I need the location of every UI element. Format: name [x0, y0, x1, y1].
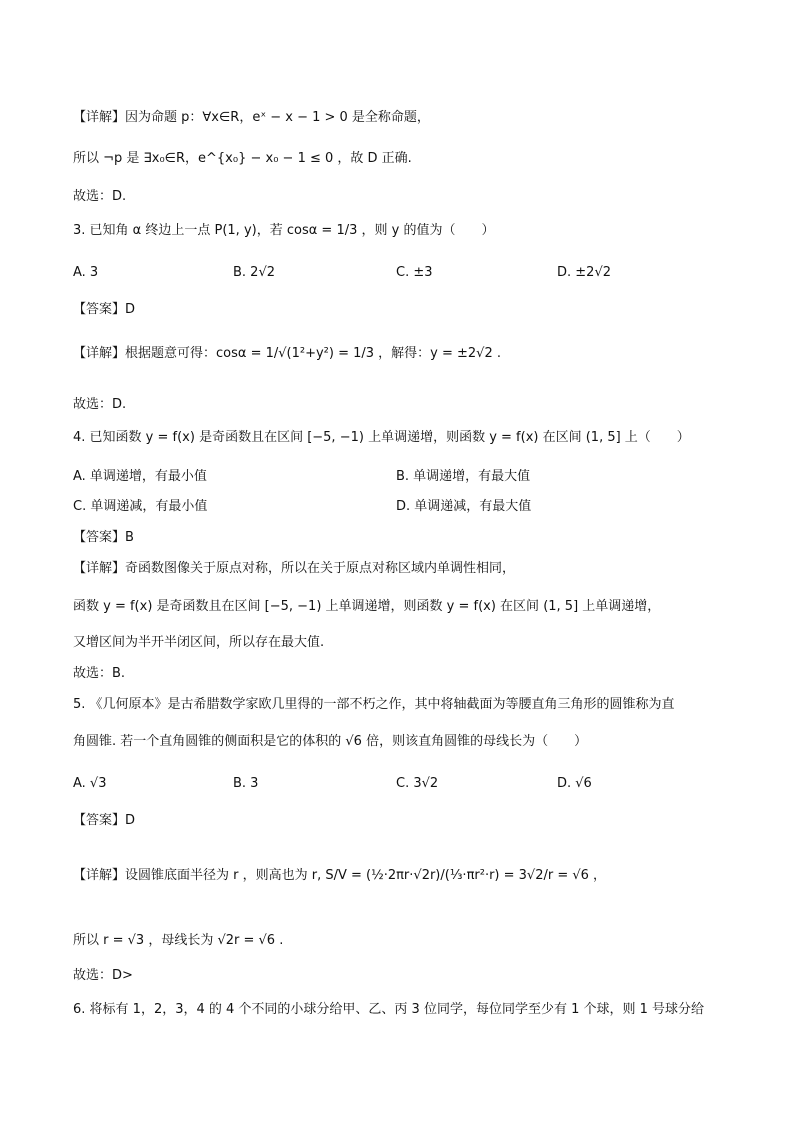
q3-option-b: B. 2√2	[233, 265, 276, 280]
q4-option-b: B. 单调递增，有最大值	[396, 469, 531, 484]
q4-detail-1: 【详解】奇函数图像关于原点对称，所以在关于原点对称区域内单调性相同，	[73, 561, 516, 576]
q4-option-a: A. 单调递增，有最小值	[73, 469, 207, 484]
question-6-stem: 6. 将标有 1，2，3，4 的 4 个不同的小球分给甲、乙、丙 3 位同学，每位同学至少有 1 个球，则 1 号球分给	[73, 1002, 705, 1017]
q5-detail: 【详解】设圆锥底面半径为 r ，则高也为 r, S/V = (½·2πr·√2r)/(⅓·πr²·r) = 3√2/r = √6 ，	[73, 868, 607, 883]
q3-option-d: D. ±2√2	[557, 265, 611, 280]
question-4-stem: 4. 已知函数 y = f(x) 是奇函数且在区间 [−5, −1) 上单调递增，则函数 y = f(x) 在区间 (1, 5] 上（ ）	[73, 430, 690, 445]
q4-option-d: D. 单调递减，有最大值	[396, 499, 532, 514]
q3-answer: 【答案】D	[73, 302, 136, 317]
q5-option-d: D. √6	[557, 776, 592, 791]
q3-detail: 【详解】根据题意可得：cosα = 1/√(1²+y²) = 1/3 ，解得：y = ±2√2 .	[73, 346, 502, 361]
q5-option-a: A. √3	[73, 776, 107, 791]
q4-selection: 故选：B.	[73, 666, 126, 681]
detail-line-p-universal: 【详解】因为命题 p：∀x∈R，eˣ − x − 1 > 0 是全称命题，	[73, 110, 430, 125]
question-3-stem: 3. 已知角 α 终边上一点 P(1, y)，若 cosα = 1/3 ，则 y 的值为（ ）	[73, 223, 495, 238]
q3-option-c: C. ±3	[396, 265, 433, 280]
q5-answer: 【答案】D	[73, 813, 136, 828]
q4-option-c: C. 单调递减，有最小值	[73, 499, 208, 514]
q5-option-c: C. 3√2	[396, 776, 439, 791]
q4-detail-3: 又增区间为半开半闭区间，所以存在最大值.	[73, 635, 325, 650]
q5-option-b: B. 3	[233, 776, 259, 791]
question-5-stem-1: 5. 《几何原本》是古希腊数学家欧几里得的一部不朽之作，其中将轴截面为等腰直角三角形的圆锥称为直	[73, 697, 675, 712]
q3-selection: 故选：D.	[73, 397, 127, 412]
detail-line-negation: 所以 ¬p 是 ∃x₀∈R，e^{x₀} − x₀ − 1 ≤ 0 ，故 D 正确.	[73, 151, 412, 166]
answer-selection-q2: 故选：D.	[73, 189, 127, 204]
q3-option-a: A. 3	[73, 265, 99, 280]
q5-selection: 故选：D>	[73, 968, 133, 983]
q4-detail-2: 函数 y = f(x) 是奇函数且在区间 [−5, −1) 上单调递增，则函数 y = f(x) 在区间 (1, 5] 上单调递增，	[73, 599, 661, 614]
q4-answer: 【答案】B	[73, 530, 134, 545]
q5-detail-2: 所以 r = √3 ，母线长为 √2r = √6 .	[73, 933, 284, 948]
question-5-stem-2: 角圆锥. 若一个直角圆锥的侧面积是它的体积的 √6 倍，则该直角圆锥的母线长为（ ）	[73, 734, 588, 749]
